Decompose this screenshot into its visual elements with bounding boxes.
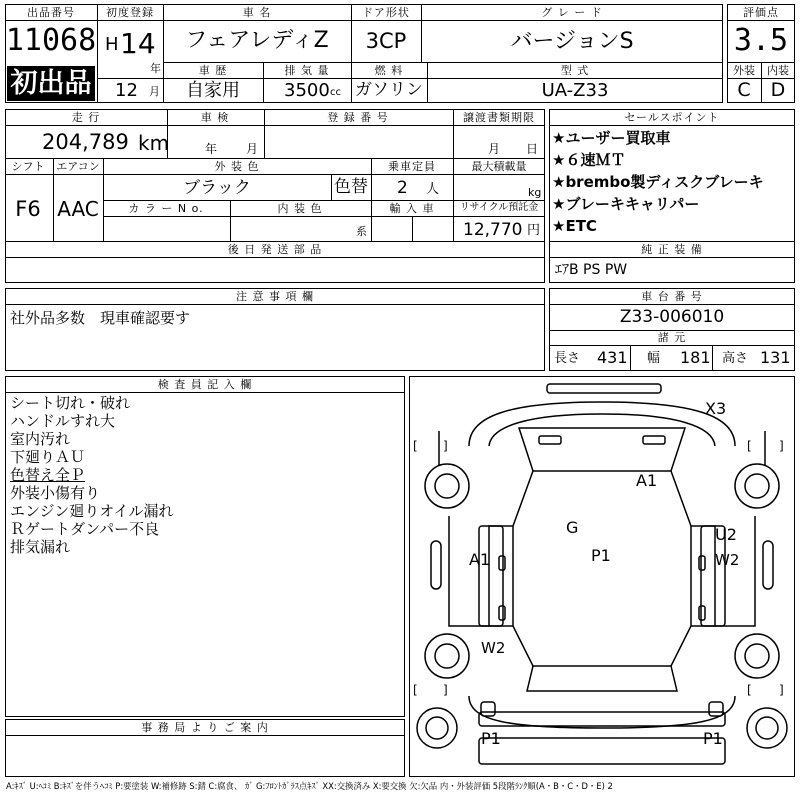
length-value: 431 <box>597 348 628 367</box>
mark-a1-roof: A1 <box>636 471 658 490</box>
history: 自家用 <box>186 80 240 101</box>
era-letter: H <box>105 34 119 55</box>
recycle-fee-label: リサイクル預託金 <box>459 202 539 213</box>
selling-point-item: ★ETC <box>552 217 597 235</box>
ac-type: AAC <box>57 197 99 221</box>
ac-label: エアコン <box>56 160 100 173</box>
specs-label: 諸 元 <box>657 331 687 344</box>
car-damage-diagram <box>409 376 795 777</box>
mark-p1-left: P1 <box>481 729 501 748</box>
height-value: 131 <box>760 348 791 367</box>
equipment-label: 純 正 装 備 <box>641 243 703 256</box>
grade: バージョンS <box>510 29 634 54</box>
height-label: 高さ <box>722 351 749 366</box>
displacement: 3500 <box>284 80 330 101</box>
svg-text:[: [ <box>747 683 752 697</box>
score-label: 評価点 <box>743 6 779 19</box>
lot-number: 11068 <box>5 23 97 58</box>
mark-x3: X3 <box>705 399 727 418</box>
mark-g: G <box>566 518 579 537</box>
history-label: 車 歴 <box>198 64 228 77</box>
max-load-unit: kg <box>528 186 542 199</box>
office-label: 事 務 局 よ り ご 案 内 <box>141 721 269 734</box>
mileage: 204,789 <box>42 130 129 154</box>
inspection-year-unit: 年 <box>205 142 218 156</box>
mileage-unit: km <box>138 131 170 155</box>
mark-a1-left: A1 <box>469 550 491 569</box>
inspector-line: 下廻りＡＵ <box>10 448 86 466</box>
notes-label: 注 意 事 項 欄 <box>236 290 314 303</box>
equipment: ｴｱB PS PW <box>555 262 628 278</box>
svg-text:]: ] <box>443 439 448 453</box>
svg-text:]: ] <box>443 683 448 697</box>
first-listing-badge: 初出品 <box>7 66 95 101</box>
interior-color-label: 内 装 色 <box>277 202 323 215</box>
inspection-label: 車 検 <box>200 111 230 124</box>
exterior-color-label: 外 装 色 <box>214 160 260 173</box>
svg-text:]: ] <box>779 439 784 453</box>
inspector-line: ハンドルすれ大 <box>10 412 116 430</box>
inspection-month-unit: 月 <box>246 142 259 156</box>
capacity-unit: 人 <box>426 182 440 197</box>
fuel: ガソリン <box>355 80 423 100</box>
selling-point-item: ★brembo製ディスクブレーキ <box>552 173 764 191</box>
inspector-line: 排気漏れ <box>10 538 71 556</box>
mark-w2-left: W2 <box>481 639 506 657</box>
chassis-number: Z33-006010 <box>619 307 725 327</box>
damage-legend: A:ｷｽﾞ U:ﾍｺﾐ B:ｷｽﾞを伴うﾍｺﾐ P:要塗装 W:補修跡 S:錆 C:腐食、 ｶﾞ G:ﾌﾛﾝﾄｶﾞﾗｽ点ｷｽﾞ XX:交換済み X:要交換 欠:欠品 内・外装評価 5段階ﾗﾝｸ順(A・B・C・D・E) 2 <box>6 781 613 791</box>
chassis-number-label: 車 台 番 号 <box>641 290 703 303</box>
mileage-label: 走 行 <box>71 111 101 124</box>
door-type: 3CP <box>365 29 407 53</box>
door-type-label: ドア形状 <box>362 6 410 19</box>
capacity: 2 <box>397 178 408 198</box>
svg-text:]: ] <box>779 683 784 697</box>
shift-label: シフト <box>11 160 45 173</box>
later-parts-label: 後 日 発 送 部 品 <box>227 243 323 256</box>
inspector-line: 外装小傷有り <box>10 484 101 502</box>
mark-p1-center: P1 <box>591 546 611 565</box>
model-code-label: 型 式 <box>560 64 590 77</box>
transfer-month-unit: 月 <box>488 142 501 156</box>
inspector-line: Ｒゲートダンパー不良 <box>10 520 160 538</box>
model-code: UA-Z33 <box>541 80 609 101</box>
shift: F6 <box>15 197 41 221</box>
lot-number-label: 出品番号 <box>27 6 75 19</box>
inspector-line: 色替え全Ｐ <box>10 466 86 484</box>
first-registration-label: 初度登録 <box>106 6 154 19</box>
interior-color-unit: 系 <box>356 225 367 238</box>
inspector-line: 室内汚れ <box>10 430 71 448</box>
displacement-unit: cc <box>330 87 341 98</box>
mark-p1-right: P1 <box>703 729 723 748</box>
width-label: 幅 <box>647 351 661 366</box>
notes: 社外品多数 現車確認要す <box>10 309 191 327</box>
capacity-label: 乗車定員 <box>388 160 436 173</box>
color-number-label: カ ラ ー N o. <box>128 202 204 215</box>
exterior-label: 外装 <box>733 64 755 77</box>
year-unit: 年 <box>150 62 161 75</box>
import-label: 輸 入 車 <box>389 202 435 215</box>
mark-u2: U2 <box>715 525 737 544</box>
inspector-label: 検 査 員 記 入 欄 <box>157 378 253 391</box>
length-label: 長さ <box>554 351 581 366</box>
recycle-fee-unit: 円 <box>527 223 541 238</box>
registration-year: 14 <box>120 27 156 60</box>
exterior-color: ブラック <box>183 178 251 198</box>
registration-number-label: 登 録 番 号 <box>327 111 389 124</box>
selling-points-label: セールスポイント <box>624 111 720 124</box>
car-name: フェアレディZ <box>185 28 329 53</box>
fuel-label: 燃 料 <box>374 64 404 77</box>
width-value: 181 <box>680 348 711 367</box>
max-load-label: 最大積載量 <box>471 160 527 173</box>
transfer-day-unit: 日 <box>526 142 539 156</box>
interior-grade: D <box>770 79 786 101</box>
svg-text:[: [ <box>413 439 418 453</box>
svg-text:[: [ <box>413 683 418 697</box>
selling-point-item: ★ブレーキキャリパー <box>552 195 700 213</box>
selling-point-item: ★ユーザー買取車 <box>552 129 671 147</box>
transfer-deadline-label: 譲渡書類期限 <box>463 111 535 124</box>
month-unit: 月 <box>149 85 160 98</box>
color-change: 色替 <box>334 177 368 197</box>
car-name-label: 車 名 <box>242 6 272 19</box>
svg-text:[: [ <box>747 439 752 453</box>
recycle-fee: 12,770 <box>463 220 523 240</box>
displacement-label: 排 気 量 <box>284 64 330 77</box>
exterior-grade: C <box>737 79 751 101</box>
selling-point-item: ★６速ＭＴ <box>552 151 626 169</box>
mark-w2-right: W2 <box>715 551 740 569</box>
inspector-line: エンジン廻りオイル漏れ <box>10 502 174 520</box>
score: 3.5 <box>733 23 789 58</box>
registration-month: 12 <box>115 80 138 101</box>
inspector-line: シート切れ・破れ <box>10 394 131 412</box>
grade-label: グ レ ー ド <box>541 6 603 19</box>
interior-label: 内装 <box>767 64 789 77</box>
